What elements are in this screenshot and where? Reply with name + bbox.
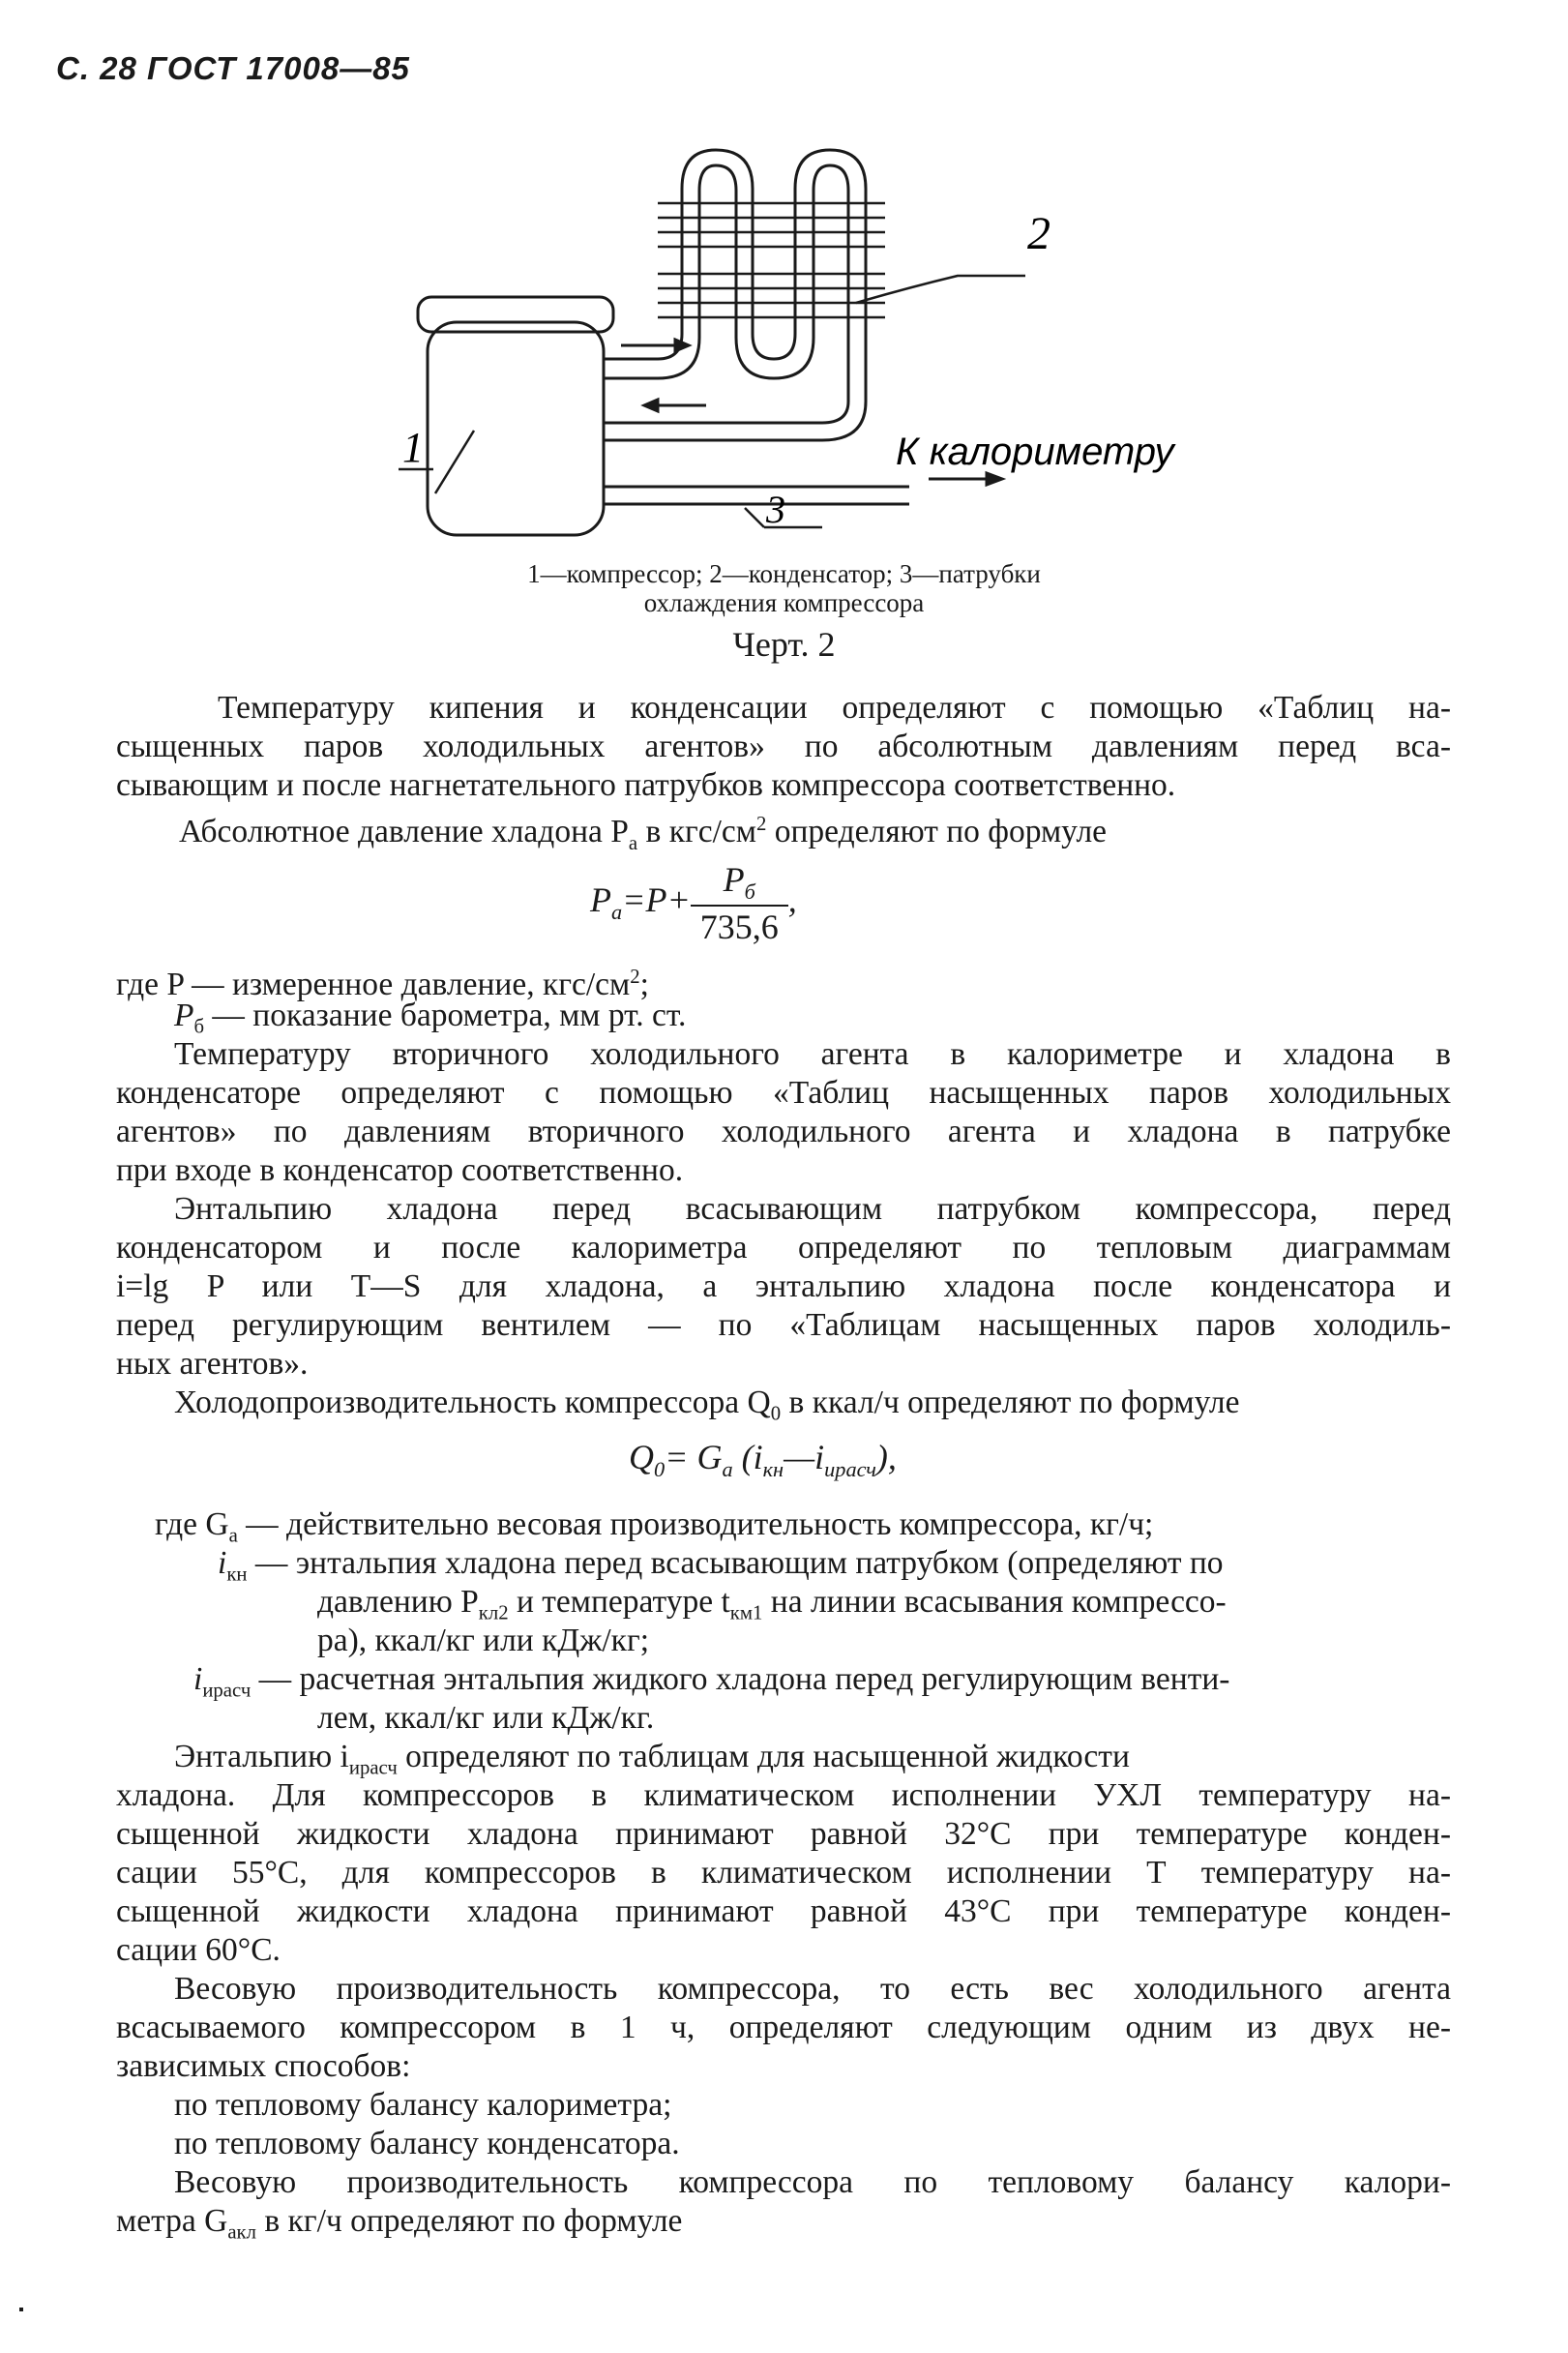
subscript: км1 [729,1601,763,1624]
formula-operator: (i [732,1438,763,1476]
list-item: по тепловому балансу конденсатора. [174,2126,680,2161]
formula-symbol: i [193,1661,203,1697]
page-header: С. 28 ГОСТ 17008—85 [56,50,410,86]
fraction-numerator [691,859,788,907]
text-run: определяют по формуле [766,814,1108,850]
paragraph-line [179,805,1107,863]
formula-symbol: где G [155,1506,229,1542]
text-run: и температуре t [508,1584,730,1620]
formula-absolute-pressure [590,859,797,947]
paragraph-line: хладона. Для компрессоров в климатическом исполнении УХЛ температуру на- [116,1777,1451,1813]
compressor-lid [418,297,613,332]
formula-symbol: P [590,879,611,919]
paragraph-line: при входе в конденсатор соответственно. [116,1152,684,1188]
condenser-fins [658,203,885,317]
formula-symbol: i [218,1545,227,1581]
figure-caption-line1: 1—компрессор; 2—конденсатор; 3—патрубки [527,559,1041,588]
definition-line: ра), ккал/кг или кДж/кг; [317,1623,649,1658]
formula-operator: =P+ [622,879,691,919]
text-run: в кгс/см [637,814,756,850]
figure-label-1: 1 [402,424,424,471]
paragraph-line: Весовую производительность компрессора, то есть вес холодильного агента [174,1971,1451,2007]
paragraph-line: конденсатором и после калориметра определяют по тепловым диаграммам [116,1230,1451,1266]
text-run: — действительно весовая производительность компрессора, кг/ч; [237,1506,1154,1542]
text-run: — расчетная энтальпия жидкого хладона перед регулирующим венти- [251,1661,1230,1697]
paragraph-line [174,1384,1239,1434]
formula-punct: ), [875,1438,897,1476]
figure-label-2: 2 [1027,208,1050,259]
paragraph-line: Температуру кипения и конденсации определяют с помощью «Таблиц на- [218,690,1451,726]
text-run: в ккал/ч определяют по формуле [781,1385,1240,1420]
list-item: по тепловому балансу калориметра; [174,2087,672,2123]
subscript: акл [227,2220,256,2244]
paragraph-line: Энтальпию хладона перед всасывающим патрубком компрессора, перед [174,1191,1451,1227]
paragraph-line: конденсаторе определяют с помощью «Таблиц насыщенных паров холодильных [116,1075,1451,1111]
subscript: ирасч [348,1756,398,1779]
formula-cooling-capacity [629,1437,897,1482]
text-run: где P — измеренное давление, кгс/см [116,967,631,1003]
subscript: 0 [770,1402,782,1425]
paragraph-line [116,2202,682,2252]
paragraph-line: ных агентов». [116,1346,309,1382]
definition-line: лем, ккал/кг или кДж/кг. [317,1700,655,1736]
formula-symbol: Q [629,1438,654,1476]
to-calorimeter-label: К калориметру [896,431,1174,473]
text-run: в кг/ч определяют по формуле [255,2203,683,2239]
text-run: Энтальпию i [174,1739,349,1774]
figure-label-3: 3 [766,488,785,531]
paragraph-line: сации 55°С, для компрессоров в климатическом исполнении Т температуру на- [116,1855,1451,1891]
formula-symbol: P [174,998,194,1033]
paragraph-line: сыщенной жидкости хладона принимают равной 32°С при температуре конден- [116,1816,1451,1852]
text-run: давлению P [317,1584,479,1620]
superscript: 2 [630,966,640,988]
subscript: 0 [654,1457,666,1482]
compressor-diagram [368,131,1219,556]
paragraph-line: сации 60°С. [116,1932,281,1968]
subscript: кл2 [478,1601,509,1624]
paragraph-line: сыщенных паров холодильных агентов» по абсолютным давлениям перед вса- [116,729,1451,764]
text-run: метра G [116,2203,228,2239]
paragraph-line: сыщенной жидкости хладона принимают равной 43°С при температуре конден- [116,1893,1451,1929]
text-run: определяют по таблицам для насыщенной жидкости [397,1739,1130,1774]
paragraph-line: Весовую производительность компрессора по тепловому балансу калори- [174,2164,1451,2200]
subscript: кн [226,1563,248,1586]
subscript: а [628,831,638,854]
paragraph-line: сывающим и после нагнетательного патрубков компрессора соответственно. [116,767,1176,803]
paragraph-line: перед регулирующим вентилем — по «Таблицам насыщенных паров холодиль- [116,1307,1451,1343]
figure-title: Черт. 2 [732,625,836,664]
subscript: а [722,1457,733,1482]
formula-symbol: P [723,860,745,899]
subscript: а [228,1524,238,1547]
subscript: а [611,900,623,925]
fraction-denominator: 735,6 [699,908,779,947]
paragraph-line: агентов» по давлениям вторичного холодильного агента и хладона в патрубке [116,1114,1451,1149]
text-run: — показание барометра, мм рт. ст. [204,998,687,1033]
subscript: ирасч [824,1457,876,1482]
subscript: б [193,1015,205,1038]
text-run: — энтальпия хладона перед всасывающим патрубком (определяют по [247,1545,1224,1581]
formula-punct: , [787,879,797,919]
text-run: на линии всасывания компрессо- [762,1584,1227,1620]
paragraph-line: всасываемого компрессором в 1 ч, определяют следующим одним из двух не- [116,2010,1451,2045]
fraction [691,859,788,947]
paragraph-line: i=lg P или T—S для хладона, а энтальпию хладона после конденсатора и [116,1268,1451,1304]
figure-caption-line2: охлаждения компрессора [643,588,925,617]
subscript: б [744,879,755,905]
scan-speck [19,2308,23,2311]
text-run: Абсолютное давление хладона P [179,814,629,850]
text-run: Холодопроизводительность компрессора Q [174,1385,771,1420]
superscript: 2 [755,813,767,835]
formula-operator: —i [784,1438,825,1476]
paragraph-line: зависимых способов: [116,2048,411,2084]
formula-operator: = G [665,1438,723,1476]
compressor-body [428,322,604,535]
text-run: ; [639,967,649,1003]
subscript: кн [762,1457,784,1482]
subscript: ирасч [202,1679,251,1702]
paragraph-line: Температуру вторичного холодильного агента в калориметре и хладона в [174,1036,1451,1072]
